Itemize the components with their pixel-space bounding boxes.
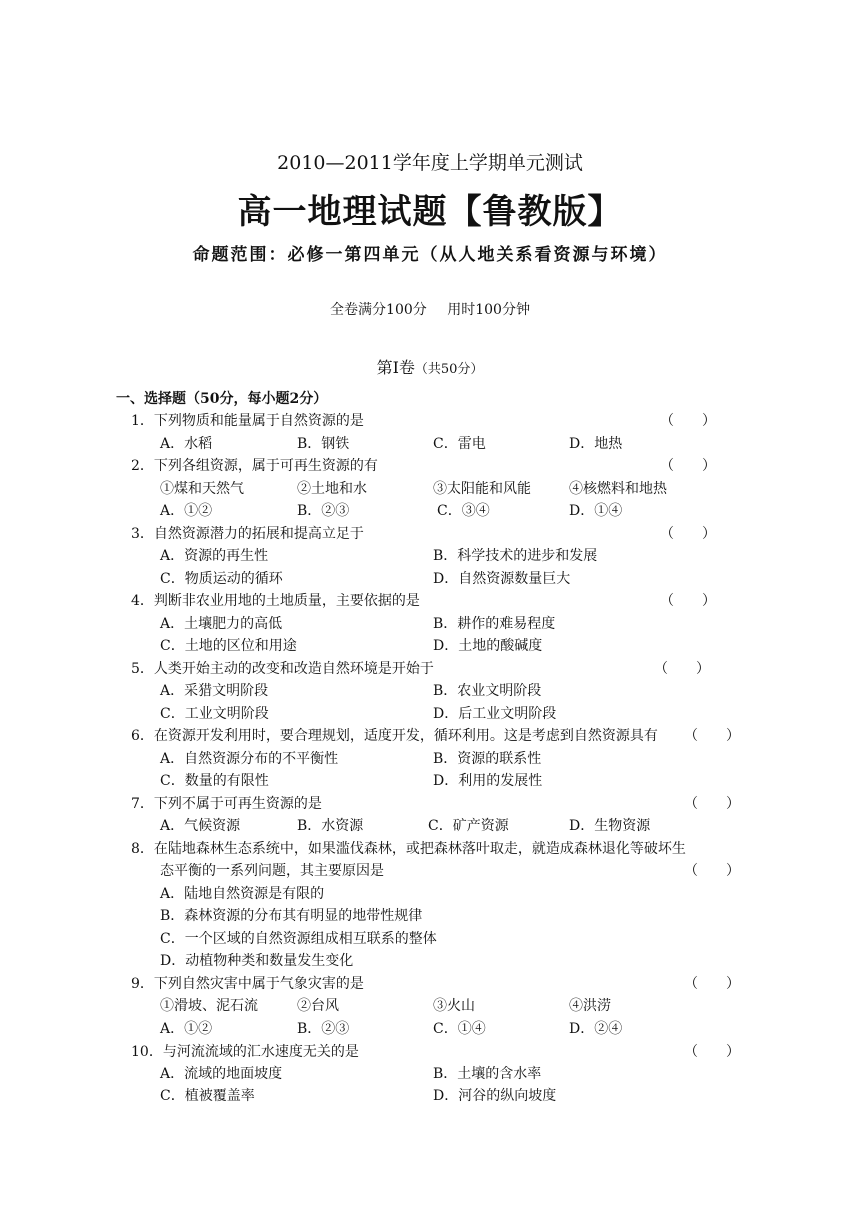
answer-blank: （ ）: [660, 526, 716, 542]
option: B．②③: [297, 503, 350, 519]
statement-item: ③太阳能和风能: [433, 481, 531, 497]
answer-blank: （ ）: [684, 863, 740, 879]
full-score: 全卷满分100分: [330, 302, 427, 318]
option: C．物质运动的循环: [160, 571, 283, 587]
question-stem: 4．判断非农业用地的土地质量，主要依据的是: [131, 593, 420, 609]
option: B．资源的联系性: [433, 751, 542, 767]
option: A．水稻: [160, 436, 213, 452]
section-heading: 一、选择题（50分，每小题2分）: [116, 391, 328, 407]
question-stem: 5．人类开始主动的改变和改造自然环境是开始于: [131, 661, 434, 677]
question-stem: 9．下列自然灾害中属于气象灾害的是: [131, 976, 364, 992]
volume-note: （共50分）: [414, 362, 484, 377]
statement-item: ②台风: [297, 998, 339, 1014]
option: B．耕作的难易程度: [433, 616, 556, 632]
option: A．采猎文明阶段: [160, 683, 269, 699]
statement-item: ①煤和天然气: [160, 481, 244, 497]
option: D．①④: [569, 503, 623, 519]
option: C．土地的区位和用途: [160, 638, 297, 654]
option: C．③④: [437, 503, 490, 519]
option: D．生物资源: [569, 818, 651, 834]
option: D．②④: [569, 1021, 623, 1037]
option: B．土壤的含水率: [433, 1066, 542, 1082]
statement-item: ④核燃料和地热: [569, 481, 667, 497]
volume-heading: [0, 355, 860, 378]
option: C．雷电: [433, 436, 486, 452]
answer-blank: （ ）: [660, 458, 716, 474]
option: C．数量的有限性: [160, 773, 269, 789]
option: A．①②: [160, 1021, 213, 1037]
exam-scope: 命题范围：必修一第四单元（从人地关系看资源与环境）: [192, 245, 668, 265]
answer-blank: （ ）: [684, 728, 740, 744]
option: C．植被覆盖率: [160, 1088, 255, 1104]
option: A．气候资源: [160, 818, 241, 834]
question-stem: 8．在陆地森林生态系统中，如果滥伐森林，或把森林落叶取走，就造成森林退化等破坏生: [131, 841, 686, 857]
question-stem: 2．下列各组资源，属于可再生资源的有: [131, 458, 378, 474]
time-limit: 用时100分钟: [447, 302, 530, 318]
exam-title: 高一地理试题【鲁教版】: [237, 192, 623, 232]
option: A．资源的再生性: [160, 548, 269, 564]
option: B．农业文明阶段: [433, 683, 542, 699]
option: D．动植物种类和数量发生变化: [160, 953, 354, 969]
answer-blank: （ ）: [660, 413, 716, 429]
option: C．一个区域的自然资源组成相互联系的整体: [160, 931, 437, 947]
option: A．陆地自然资源是有限的: [160, 886, 325, 902]
option: C．矿产资源: [428, 818, 509, 834]
exam-term-line: 2010—2011学年度上学期单元测试: [277, 152, 583, 174]
option: D．自然资源数量巨大: [433, 571, 571, 587]
option: B．钢铁: [297, 436, 350, 452]
option: A．①②: [160, 503, 213, 519]
option: D．土地的酸碱度: [433, 638, 543, 654]
statement-item: ②土地和水: [297, 481, 367, 497]
option: D．河谷的纵向坡度: [433, 1088, 557, 1104]
option: B．科学技术的进步和发展: [433, 548, 598, 564]
statement-item: ①滑坡、泥石流: [160, 998, 258, 1014]
question-stem: 3．自然资源潜力的拓展和提高立足于: [131, 526, 364, 542]
option: D．后工业文明阶段: [433, 706, 557, 722]
exam-meta: [0, 299, 860, 319]
option: B．②③: [297, 1021, 350, 1037]
answer-blank: （ ）: [684, 976, 740, 992]
question-stem: 1．下列物质和能量属于自然资源的是: [131, 413, 364, 429]
question-stem: 6．在资源开发利用时，要合理规划，适度开发，循环利用。这是考虑到自然资源具有: [131, 728, 658, 744]
statement-item: ④洪涝: [569, 998, 611, 1014]
answer-blank: （ ）: [660, 593, 716, 609]
option: A．土壤肥力的高低: [160, 616, 283, 632]
statement-item: ③火山: [433, 998, 475, 1014]
option: D．地热: [569, 436, 623, 452]
option: A．自然资源分布的不平衡性: [160, 751, 339, 767]
volume-label: 第Ⅰ卷: [376, 358, 415, 377]
option: B．水资源: [297, 818, 364, 834]
answer-blank: （ ）: [684, 796, 740, 812]
option: B．森林资源的分布其有明显的地带性规律: [160, 908, 423, 924]
option: C．工业文明阶段: [160, 706, 269, 722]
option: C．①④: [433, 1021, 486, 1037]
answer-blank: （ ）: [654, 661, 710, 677]
option: A．流域的地面坡度: [160, 1066, 283, 1082]
answer-blank: （ ）: [684, 1044, 740, 1060]
option: D．利用的发展性: [433, 773, 543, 789]
question-stem: 10．与河流流域的汇水速度无关的是: [131, 1044, 359, 1060]
question-stem: 7．下列不属于可再生资源的是: [131, 796, 322, 812]
question-stem-continued: 态平衡的一系列问题，其主要原因是: [160, 863, 384, 879]
